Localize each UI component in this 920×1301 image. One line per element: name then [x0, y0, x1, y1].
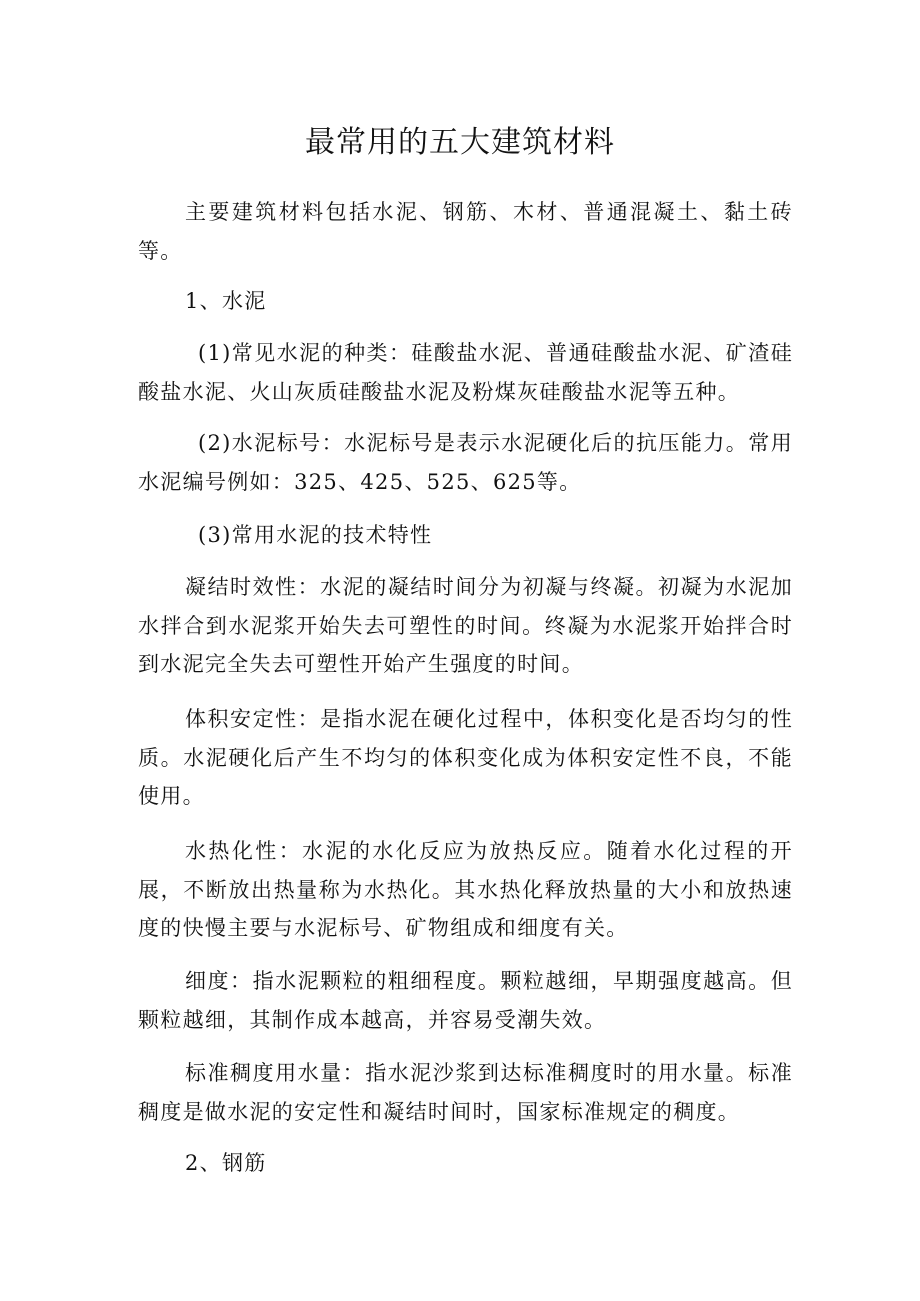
- hydration-heat-paragraph: 水热化性：水泥的水化反应为放热反应。随着水化过程的开展，不断放出热量称为水热化。其水热化释放热量的大小和放热速度的快慢主要与水泥标号、矿物组成和细度有关。: [138, 839, 793, 940]
- cement-types-paragraph: (1)常见水泥的种类：硅酸盐水泥、普通硅酸盐水泥、矿渣硅酸盐水泥、火山灰质硅酸盐水泥及粉煤灰硅酸盐水泥等五种。: [138, 341, 793, 404]
- volume-stability-paragraph: 体积安定性：是指水泥在硬化过程中，体积变化是否均匀的性质。水泥硬化后产生不均匀的体积变化成为体积安定性不良，不能使用。: [138, 707, 793, 808]
- section-heading-rebar: 2、钢筋: [185, 1151, 267, 1175]
- cement-grade-paragraph: (2)水泥标号：水泥标号是表示水泥硬化后的抗压能力。常用水泥编号例如：325、425、525、625等。: [138, 431, 793, 494]
- water-demand-paragraph: 标准稠度用水量：指水泥沙浆到达标准稠度时的用水量。标准稠度是做水泥的安定性和凝结时间时，国家标准规定的稠度。: [138, 1061, 793, 1124]
- fineness-paragraph: 细度：指水泥颗粒的粗细程度。颗粒越细，早期强度越高。但颗粒越细，其制作成本越高，并容易受潮失效。: [138, 969, 793, 1032]
- cement-properties-heading: (3)常用水泥的技术特性: [198, 523, 433, 547]
- section-heading-cement: 1、水泥: [185, 289, 267, 313]
- document-title: 最常用的五大建筑材料: [305, 125, 615, 160]
- setting-time-paragraph: 凝结时效性：水泥的凝结时间分为初凝与终凝。初凝为水泥加水拌合到水泥浆开始失去可塑性的时间。终凝为水泥浆开始拌合时到水泥完全失去可塑性开始产生强度的时间。: [138, 575, 793, 676]
- intro-paragraph: 主要建筑材料包括水泥、钢筋、木材、普通混凝土、黏土砖等。: [138, 200, 793, 263]
